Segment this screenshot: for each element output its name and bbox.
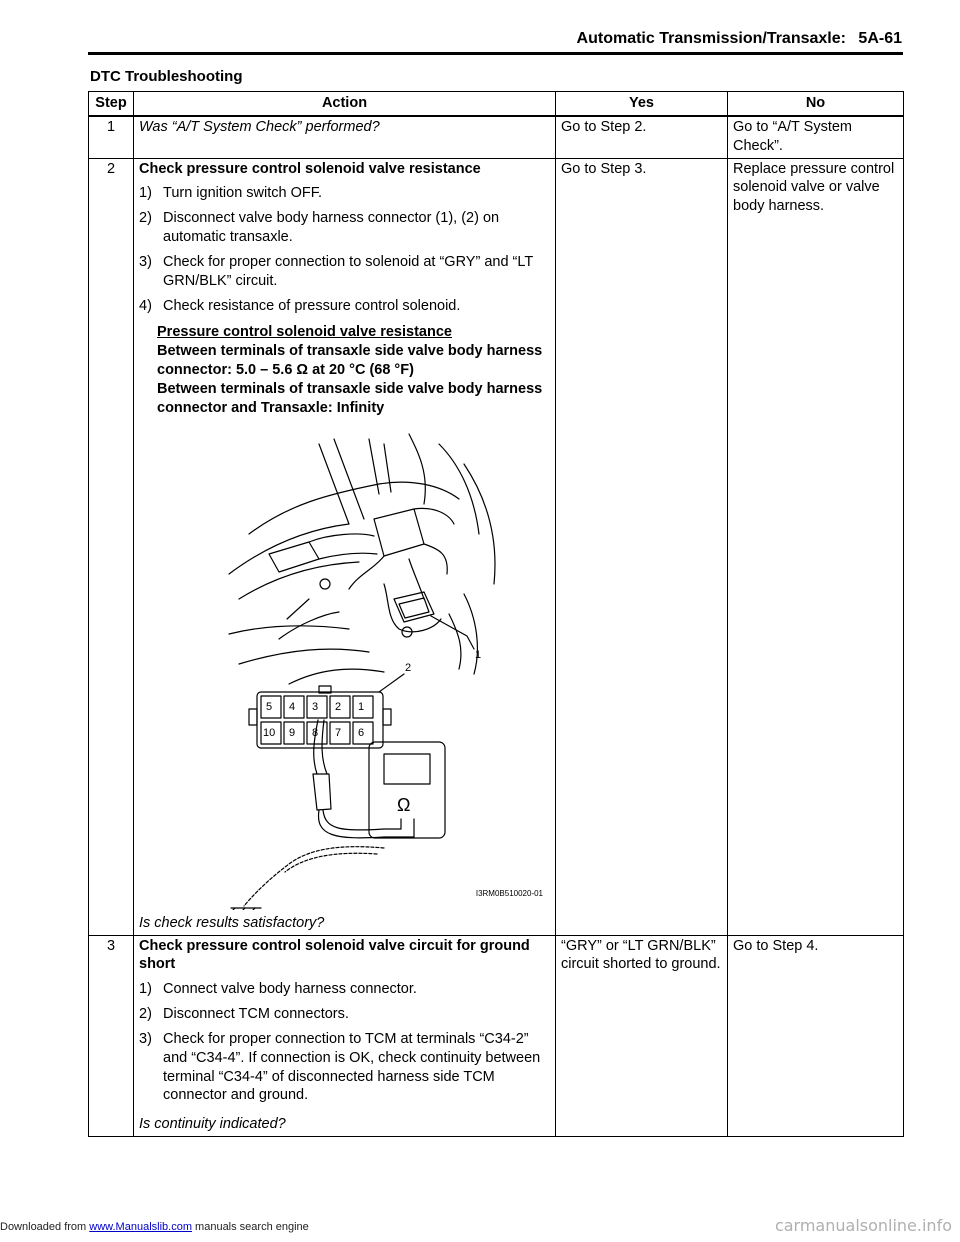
callout-2: 2 (405, 661, 412, 674)
callout-2-leader (379, 674, 404, 692)
substep-text: Check for proper connection to solenoid at “GRY” and “LT GRN/BLK” circuit. (163, 253, 533, 289)
action-title: Check pressure control solenoid valve resistance (139, 160, 481, 177)
pin-label: 8 (312, 726, 319, 739)
action-question: Is check results satisfactory? (139, 914, 325, 931)
substep: 2) Disconnect valve body harness connector (1), (2) on automatic transaxle. (139, 209, 550, 247)
substep: 1) Turn ignition switch OFF. (139, 185, 323, 202)
action-title: Check pressure control solenoid valve circuit for ground short (139, 937, 530, 973)
header-rule (88, 52, 903, 55)
callout-1: 1 (475, 648, 482, 661)
ground-symbol (229, 908, 261, 910)
substep-text: Disconnect TCM connectors. (163, 1006, 349, 1023)
substep: 4) Check resistance of pressure control solenoid. (139, 297, 461, 314)
action-cell (134, 158, 556, 935)
pin-label: 7 (335, 726, 342, 739)
table-header-row (89, 92, 904, 116)
ohm-icon: Ω (397, 794, 411, 815)
footer-prefix: Downloaded from (0, 1221, 87, 1233)
action-cell (134, 116, 556, 158)
ground-probe-lead (244, 846, 384, 905)
substep-text: Disconnect valve body harness connector (1), (2) on automatic transaxle. (163, 210, 500, 246)
header-page-number: 5A-61 (858, 30, 902, 47)
no-cell: Go to “A/T System Check”. (728, 116, 904, 158)
pin-label: 5 (266, 700, 273, 713)
spec-line: Between terminals of transaxle side valve body harness connector and Transaxle: Infinity (157, 380, 543, 416)
column-header-yes: Yes (556, 92, 728, 116)
substep: 3) Check for proper connection to TCM at terminals “C34-2” and “C34-4”. If connection is OK, check continuity between terminal “C34-4” of disconnected harness side TCM connector and ground. (139, 1030, 550, 1105)
header-title: Automatic Transmission/Transaxle: (576, 30, 846, 47)
footer (0, 1221, 309, 1233)
pin-label: 10 (263, 726, 276, 739)
action-question: Was “A/T System Check” performed? (139, 118, 380, 135)
yes-cell: Go to Step 3. (556, 158, 728, 935)
figure-id: I3RM0B510020-01 (475, 889, 543, 899)
connector-diagram (209, 424, 549, 910)
no-cell: Replace pressure control solenoid valve or valve body harness. (728, 158, 904, 935)
pin-label: 6 (358, 726, 365, 739)
substep-text: Turn ignition switch OFF. (163, 185, 323, 202)
table-row (89, 158, 904, 935)
pin-label: 1 (358, 700, 365, 713)
step-number: 2 (89, 158, 134, 935)
table-row (89, 116, 904, 158)
substep: 1) Connect valve body harness connector. (139, 981, 417, 998)
action-question: Is continuity indicated? (139, 1116, 286, 1133)
step-number: 1 (89, 116, 134, 158)
pin-label: 4 (289, 700, 296, 713)
ohmmeter (313, 720, 445, 838)
transaxle-illustration (229, 434, 495, 684)
dtc-table (88, 91, 904, 1137)
section-title: DTC Troubleshooting (90, 68, 243, 85)
substep-text: Connect valve body harness connector. (163, 981, 417, 998)
table-row (89, 935, 904, 1137)
substep-text: Check resistance of pressure control solenoid. (163, 297, 461, 314)
yes-cell: Go to Step 2. (556, 116, 728, 158)
pin-label: 9 (289, 726, 296, 739)
spec-block (157, 323, 550, 417)
yes-cell: “GRY” or “LT GRN/BLK” circuit shorted to ground. (556, 935, 728, 1137)
pin-label: 3 (312, 700, 319, 713)
column-header-step: Step (89, 92, 134, 116)
footer-suffix: manuals search engine (195, 1221, 309, 1233)
column-header-action: Action (134, 92, 556, 116)
pin-label: 2 (335, 700, 342, 713)
step-number: 3 (89, 935, 134, 1137)
footer-link[interactable]: www.Manualslib.com (89, 1221, 192, 1233)
spec-line: Between terminals of transaxle side valve body harness connector: 5.0 – 5.6 Ω at 20 °C (68 °F) (157, 343, 543, 379)
page-header (577, 30, 902, 48)
substep: 3) Check for proper connection to solenoid at “GRY” and “LT GRN/BLK” circuit. (139, 253, 550, 291)
column-header-no: No (728, 92, 904, 116)
no-cell: Go to Step 4. (728, 935, 904, 1137)
substep-text: Check for proper connection to TCM at terminals “C34-2” and “C34-4”. If connection is OK, check continuity between terminal “C34-4” of disconnected harness side TCM connector and ground. (163, 1030, 541, 1104)
spec-title: Pressure control solenoid valve resistance (157, 324, 452, 341)
watermark: carmanualsonline.info (774, 1216, 952, 1235)
substep: 2) Disconnect TCM connectors. (139, 1006, 349, 1023)
action-cell (134, 935, 556, 1137)
